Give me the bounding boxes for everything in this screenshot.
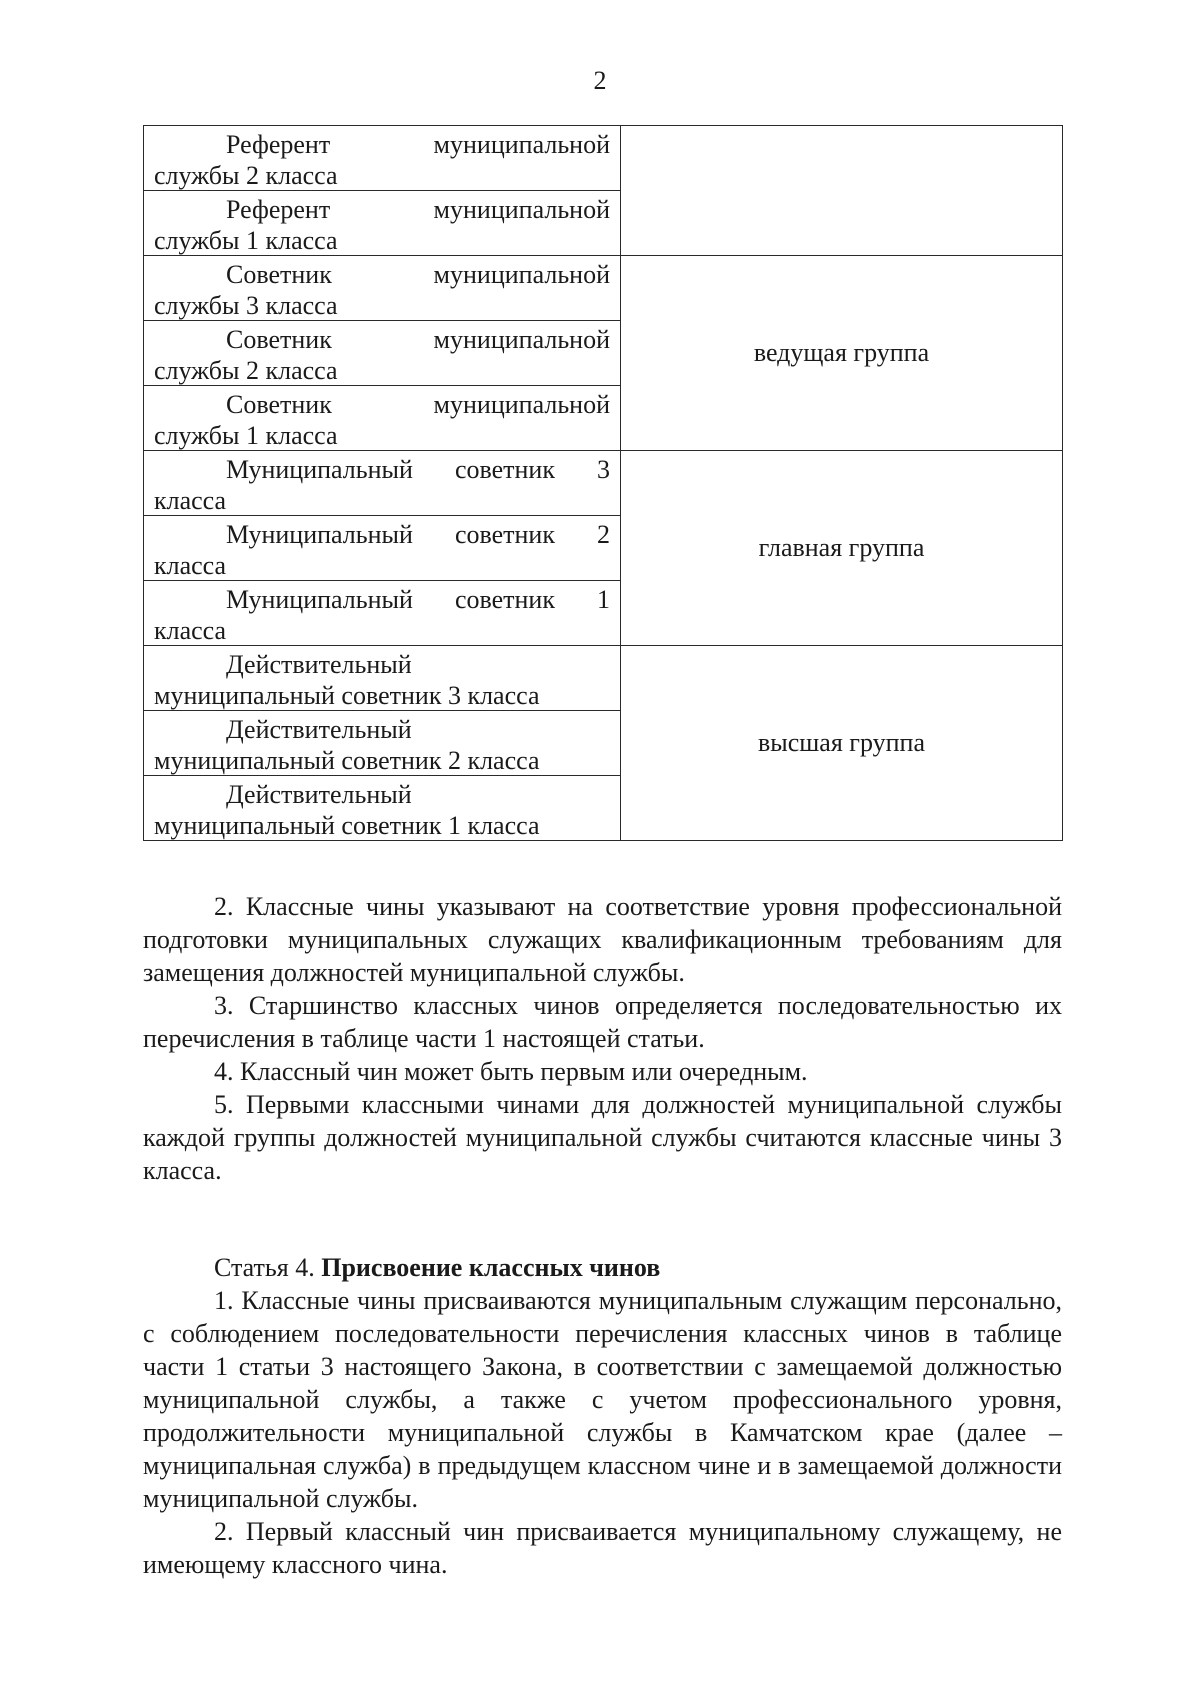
rank-cell: Советник муниципальной службы 1 класса bbox=[154, 390, 610, 450]
table-row bbox=[144, 451, 1063, 516]
group-cell-highest: высшая группа bbox=[621, 646, 1063, 841]
paragraph: 2. Первый классный чин присваивается муниципальному служащему, не имеющему классного чина. bbox=[143, 1517, 1062, 1579]
rank-cell: Действительный муниципальный советник 3 класса bbox=[154, 650, 540, 710]
rank-cell: Муниципальный советник 3 класса bbox=[154, 455, 610, 515]
paragraph: 4. Классный чин может быть первым или очередным. bbox=[214, 1057, 808, 1086]
article-heading: Статья 4. Присвоение классных чинов bbox=[214, 1253, 661, 1282]
article4 bbox=[143, 1251, 1062, 1581]
paragraph: 1. Классные чины присваиваются муниципальным служащим персонально, с соблюдением последовательности перечисления классных чинов в таблице части 1 статьи 3 настоящего Закона, в соответствии с замещаемой должностью муниципальной службы, а также с учетом профессионального уровня, продолжительности муниципальной службы в Камчатском крае (далее – муниципальная служба) в предыдущем классном чине и в замещаемой должности муниципальной службы. bbox=[143, 1286, 1062, 1513]
paragraph: 5. Первыми классными чинами для должностей муниципальной службы каждой группы должностей муниципальной службы считаются классные чины 3 класса. bbox=[143, 1090, 1062, 1185]
table-row bbox=[144, 126, 1063, 191]
rank-cell: Советник муниципальной службы 2 класса bbox=[154, 325, 610, 385]
group-cell-leading: ведущая группа bbox=[621, 256, 1063, 451]
rank-cell: Действительный муниципальный советник 2 класса bbox=[154, 715, 540, 775]
group-cell-main: главная группа bbox=[621, 451, 1063, 646]
rank-cell: Муниципальный советник 2 класса bbox=[154, 520, 610, 580]
rank-cell: Советник муниципальной службы 3 класса bbox=[154, 260, 610, 320]
page-number: 2 bbox=[593, 66, 607, 95]
paragraph: 2. Классные чины указывают на соответствие уровня профессиональной подготовки муниципальных служащих квалификационным требованиям для замещения должностей муниципальной службы. bbox=[143, 892, 1062, 987]
rank-cell: Действительный муниципальный советник 1 класса bbox=[154, 780, 540, 840]
rank-cell: Референт муниципальной службы 1 класса bbox=[154, 195, 610, 255]
paragraph: 3. Старшинство классных чинов определяется последовательностью их перечисления в таблице части 1 настоящей статьи. bbox=[143, 991, 1062, 1053]
article3-continuation bbox=[143, 890, 1062, 1187]
table-row bbox=[144, 256, 1063, 321]
class-ranks-table bbox=[143, 125, 1063, 841]
rank-cell: Муниципальный советник 1 класса bbox=[154, 585, 610, 645]
group-cell-empty bbox=[621, 126, 1063, 256]
rank-cell: Референт муниципальной службы 2 класса bbox=[154, 130, 610, 190]
table-row bbox=[144, 646, 1063, 711]
